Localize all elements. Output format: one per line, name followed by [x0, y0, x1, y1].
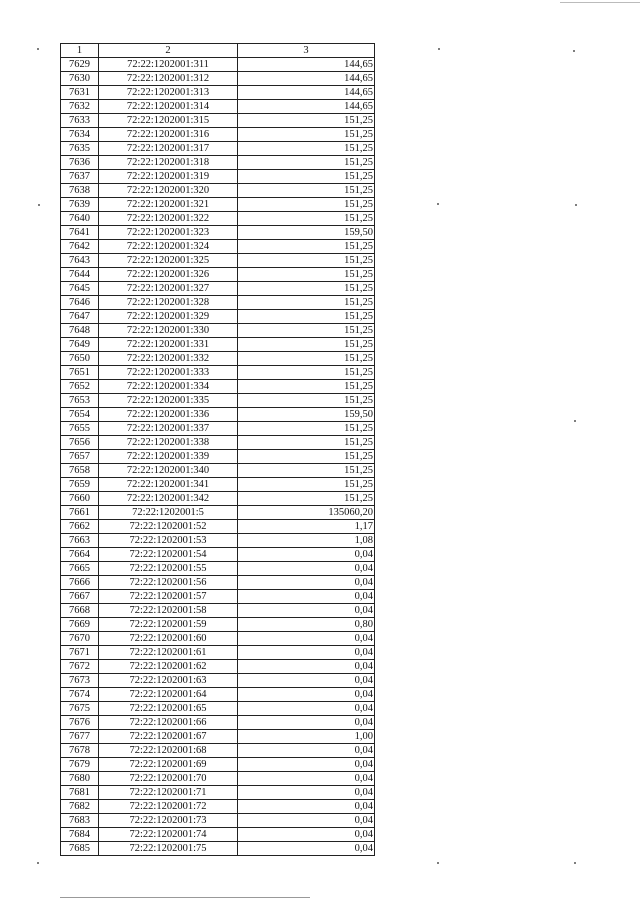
row-number: 7684	[61, 828, 99, 842]
cadastral-number: 72:22:1202001:72	[99, 800, 238, 814]
row-number: 7655	[61, 422, 99, 436]
cadastral-number: 72:22:1202001:54	[99, 548, 238, 562]
table-row	[61, 660, 375, 674]
row-number: 7630	[61, 72, 99, 86]
row-number: 7646	[61, 296, 99, 310]
table-row	[61, 590, 375, 604]
row-number: 7637	[61, 170, 99, 184]
area-value: 1,17	[238, 520, 375, 534]
cadastral-number: 72:22:1202001:71	[99, 786, 238, 800]
table-row	[61, 254, 375, 268]
area-value: 151,25	[238, 450, 375, 464]
area-value: 0,04	[238, 590, 375, 604]
area-value: 144,65	[238, 100, 375, 114]
cadastral-number: 72:22:1202001:315	[99, 114, 238, 128]
area-value: 151,25	[238, 436, 375, 450]
table-row	[61, 282, 375, 296]
area-value: 151,25	[238, 128, 375, 142]
cadastral-number: 72:22:1202001:312	[99, 72, 238, 86]
table-row	[61, 380, 375, 394]
row-number: 7669	[61, 618, 99, 632]
table-row	[61, 86, 375, 100]
cadastral-number: 72:22:1202001:335	[99, 394, 238, 408]
area-value: 151,25	[238, 324, 375, 338]
area-value: 151,25	[238, 464, 375, 478]
table-row	[61, 730, 375, 744]
row-number: 7643	[61, 254, 99, 268]
area-value: 0,04	[238, 632, 375, 646]
cadastral-number: 72:22:1202001:57	[99, 590, 238, 604]
table-body	[61, 58, 375, 856]
row-number: 7674	[61, 688, 99, 702]
scan-speck	[573, 50, 575, 52]
area-value: 151,25	[238, 268, 375, 282]
row-number: 7660	[61, 492, 99, 506]
row-number: 7678	[61, 744, 99, 758]
area-value: 0,04	[238, 562, 375, 576]
row-number: 7656	[61, 436, 99, 450]
row-number: 7654	[61, 408, 99, 422]
cadastral-number: 72:22:1202001:56	[99, 576, 238, 590]
area-value: 151,25	[238, 282, 375, 296]
row-number: 7682	[61, 800, 99, 814]
cadastral-number: 72:22:1202001:53	[99, 534, 238, 548]
area-value: 151,25	[238, 352, 375, 366]
row-number: 7648	[61, 324, 99, 338]
row-number: 7639	[61, 198, 99, 212]
area-value: 0,04	[238, 744, 375, 758]
row-number: 7670	[61, 632, 99, 646]
table-row	[61, 814, 375, 828]
table-row	[61, 72, 375, 86]
row-number: 7642	[61, 240, 99, 254]
row-number: 7658	[61, 464, 99, 478]
cadastral-number: 72:22:1202001:330	[99, 324, 238, 338]
row-number: 7635	[61, 142, 99, 156]
table-row	[61, 156, 375, 170]
scan-speck	[574, 420, 576, 422]
cadastral-number: 72:22:1202001:313	[99, 86, 238, 100]
row-number: 7640	[61, 212, 99, 226]
area-value: 0,04	[238, 548, 375, 562]
area-value: 0,04	[238, 646, 375, 660]
table-row	[61, 744, 375, 758]
cadastral-number: 72:22:1202001:66	[99, 716, 238, 730]
table-row	[61, 58, 375, 72]
row-number: 7644	[61, 268, 99, 282]
table-row	[61, 492, 375, 506]
cadastral-number: 72:22:1202001:64	[99, 688, 238, 702]
area-value: 151,25	[238, 184, 375, 198]
cadastral-number: 72:22:1202001:322	[99, 212, 238, 226]
area-value: 135060,20	[238, 506, 375, 520]
table-row	[61, 618, 375, 632]
table-row	[61, 548, 375, 562]
table-row	[61, 478, 375, 492]
cadastral-number: 72:22:1202001:319	[99, 170, 238, 184]
cadastral-number: 72:22:1202001:59	[99, 618, 238, 632]
cadastral-number: 72:22:1202001:323	[99, 226, 238, 240]
table-row	[61, 142, 375, 156]
area-value: 151,25	[238, 380, 375, 394]
table-row	[61, 394, 375, 408]
area-value: 151,25	[238, 478, 375, 492]
table-row	[61, 422, 375, 436]
row-number: 7680	[61, 772, 99, 786]
cadastral-number: 72:22:1202001:327	[99, 282, 238, 296]
area-value: 1,08	[238, 534, 375, 548]
cadastral-number: 72:22:1202001:52	[99, 520, 238, 534]
row-number: 7633	[61, 114, 99, 128]
table-row	[61, 338, 375, 352]
table-row	[61, 828, 375, 842]
scan-speck	[437, 203, 439, 205]
area-value: 151,25	[238, 156, 375, 170]
table-row	[61, 436, 375, 450]
table-row	[61, 506, 375, 520]
table-row	[61, 758, 375, 772]
row-number: 7662	[61, 520, 99, 534]
cadastral-number: 72:22:1202001:334	[99, 380, 238, 394]
row-number: 7629	[61, 58, 99, 72]
area-value: 159,50	[238, 408, 375, 422]
row-number: 7651	[61, 366, 99, 380]
table-row	[61, 772, 375, 786]
cadastral-number: 72:22:1202001:63	[99, 674, 238, 688]
table-row	[61, 240, 375, 254]
cadastral-number: 72:22:1202001:316	[99, 128, 238, 142]
row-number: 7649	[61, 338, 99, 352]
area-value: 0,04	[238, 716, 375, 730]
area-value: 0,04	[238, 660, 375, 674]
cadastral-number: 72:22:1202001:342	[99, 492, 238, 506]
cadastral-number: 72:22:1202001:69	[99, 758, 238, 772]
table-row	[61, 226, 375, 240]
row-number: 7683	[61, 814, 99, 828]
table-row	[61, 702, 375, 716]
row-number: 7645	[61, 282, 99, 296]
area-value: 0,04	[238, 702, 375, 716]
cadastral-number: 72:22:1202001:328	[99, 296, 238, 310]
area-value: 144,65	[238, 72, 375, 86]
area-value: 0,04	[238, 842, 375, 856]
row-number: 7665	[61, 562, 99, 576]
table-row	[61, 562, 375, 576]
row-number: 7677	[61, 730, 99, 744]
cadastral-number: 72:22:1202001:75	[99, 842, 238, 856]
cadastral-number: 72:22:1202001:321	[99, 198, 238, 212]
row-number: 7661	[61, 506, 99, 520]
area-value: 151,25	[238, 198, 375, 212]
area-value: 0,04	[238, 772, 375, 786]
cadastral-number: 72:22:1202001:340	[99, 464, 238, 478]
table-row	[61, 464, 375, 478]
cadastral-number: 72:22:1202001:61	[99, 646, 238, 660]
row-number: 7666	[61, 576, 99, 590]
table-row	[61, 184, 375, 198]
area-value: 151,25	[238, 310, 375, 324]
area-value: 0,04	[238, 674, 375, 688]
area-value: 151,25	[238, 212, 375, 226]
table-row	[61, 520, 375, 534]
row-number: 7663	[61, 534, 99, 548]
table-row	[61, 786, 375, 800]
cadastral-number: 72:22:1202001:68	[99, 744, 238, 758]
row-number: 7631	[61, 86, 99, 100]
area-value: 0,04	[238, 786, 375, 800]
cadastral-number: 72:22:1202001:326	[99, 268, 238, 282]
area-value: 0,04	[238, 576, 375, 590]
row-number: 7659	[61, 478, 99, 492]
cadastral-table	[60, 43, 375, 856]
row-number: 7667	[61, 590, 99, 604]
area-value: 0,04	[238, 688, 375, 702]
area-value: 144,65	[238, 58, 375, 72]
cadastral-number: 72:22:1202001:320	[99, 184, 238, 198]
table-row	[61, 604, 375, 618]
cadastral-number: 72:22:1202001:336	[99, 408, 238, 422]
scan-edge-line	[60, 897, 310, 898]
row-number: 7650	[61, 352, 99, 366]
area-value: 1,00	[238, 730, 375, 744]
row-number: 7647	[61, 310, 99, 324]
table-row	[61, 534, 375, 548]
table-header-row	[61, 44, 375, 58]
cadastral-number: 72:22:1202001:314	[99, 100, 238, 114]
area-value: 151,25	[238, 254, 375, 268]
scan-edge-line	[560, 2, 640, 3]
row-number: 7632	[61, 100, 99, 114]
table-row	[61, 212, 375, 226]
cadastral-number: 72:22:1202001:324	[99, 240, 238, 254]
row-number: 7652	[61, 380, 99, 394]
table-row	[61, 324, 375, 338]
table-row	[61, 842, 375, 856]
row-number: 7672	[61, 660, 99, 674]
scan-speck	[38, 204, 40, 206]
area-value: 0,04	[238, 814, 375, 828]
table-row	[61, 632, 375, 646]
area-value: 159,50	[238, 226, 375, 240]
row-number: 7679	[61, 758, 99, 772]
cadastral-number: 72:22:1202001:60	[99, 632, 238, 646]
area-value: 151,25	[238, 114, 375, 128]
cadastral-number: 72:22:1202001:62	[99, 660, 238, 674]
scan-speck	[575, 204, 577, 206]
row-number: 7664	[61, 548, 99, 562]
table-row	[61, 688, 375, 702]
cadastral-number: 72:22:1202001:331	[99, 338, 238, 352]
row-number: 7653	[61, 394, 99, 408]
cadastral-number: 72:22:1202001:325	[99, 254, 238, 268]
row-number: 7675	[61, 702, 99, 716]
area-value: 0,04	[238, 828, 375, 842]
table-row	[61, 576, 375, 590]
scan-speck	[37, 48, 39, 50]
cadastral-number: 72:22:1202001:332	[99, 352, 238, 366]
table-row	[61, 646, 375, 660]
cadastral-number: 72:22:1202001:341	[99, 478, 238, 492]
row-number: 7685	[61, 842, 99, 856]
table-row	[61, 128, 375, 142]
cadastral-number: 72:22:1202001:318	[99, 156, 238, 170]
row-number: 7634	[61, 128, 99, 142]
area-value: 151,25	[238, 394, 375, 408]
area-value: 151,25	[238, 240, 375, 254]
table-row	[61, 100, 375, 114]
cadastral-number: 72:22:1202001:338	[99, 436, 238, 450]
row-number: 7681	[61, 786, 99, 800]
row-number: 7668	[61, 604, 99, 618]
area-value: 0,04	[238, 800, 375, 814]
scan-speck	[37, 862, 39, 864]
row-number: 7636	[61, 156, 99, 170]
table-row	[61, 310, 375, 324]
scan-speck	[438, 48, 440, 50]
cadastral-number: 72:22:1202001:55	[99, 562, 238, 576]
cadastral-number: 72:22:1202001:337	[99, 422, 238, 436]
cadastral-number: 72:22:1202001:70	[99, 772, 238, 786]
cadastral-number: 72:22:1202001:5	[99, 506, 238, 520]
table-row	[61, 296, 375, 310]
table-row	[61, 366, 375, 380]
cadastral-number: 72:22:1202001:317	[99, 142, 238, 156]
row-number: 7657	[61, 450, 99, 464]
table-row	[61, 170, 375, 184]
area-value: 151,25	[238, 366, 375, 380]
cadastral-number: 72:22:1202001:58	[99, 604, 238, 618]
table-row	[61, 352, 375, 366]
area-value: 144,65	[238, 86, 375, 100]
area-value: 151,25	[238, 296, 375, 310]
cadastral-number: 72:22:1202001:329	[99, 310, 238, 324]
table-row	[61, 800, 375, 814]
cadastral-number: 72:22:1202001:67	[99, 730, 238, 744]
row-number: 7641	[61, 226, 99, 240]
area-value: 0,80	[238, 618, 375, 632]
area-value: 151,25	[238, 338, 375, 352]
row-number: 7673	[61, 674, 99, 688]
cadastral-number: 72:22:1202001:73	[99, 814, 238, 828]
area-value: 0,04	[238, 758, 375, 772]
area-value: 151,25	[238, 492, 375, 506]
scan-speck	[574, 862, 576, 864]
table-row	[61, 114, 375, 128]
area-value: 151,25	[238, 422, 375, 436]
scan-speck	[437, 862, 439, 864]
table-row	[61, 408, 375, 422]
row-number: 7676	[61, 716, 99, 730]
table-row	[61, 268, 375, 282]
cadastral-number: 72:22:1202001:339	[99, 450, 238, 464]
table-row	[61, 716, 375, 730]
table-row	[61, 450, 375, 464]
header-col-3: 3	[238, 44, 375, 58]
table-row	[61, 198, 375, 212]
area-value: 151,25	[238, 170, 375, 184]
header-col-1: 1	[61, 44, 99, 58]
cadastral-number: 72:22:1202001:333	[99, 366, 238, 380]
area-value: 151,25	[238, 142, 375, 156]
cadastral-number: 72:22:1202001:74	[99, 828, 238, 842]
area-value: 0,04	[238, 604, 375, 618]
cadastral-number: 72:22:1202001:65	[99, 702, 238, 716]
table-row	[61, 674, 375, 688]
header-col-2: 2	[99, 44, 238, 58]
cadastral-number: 72:22:1202001:311	[99, 58, 238, 72]
row-number: 7671	[61, 646, 99, 660]
row-number: 7638	[61, 184, 99, 198]
